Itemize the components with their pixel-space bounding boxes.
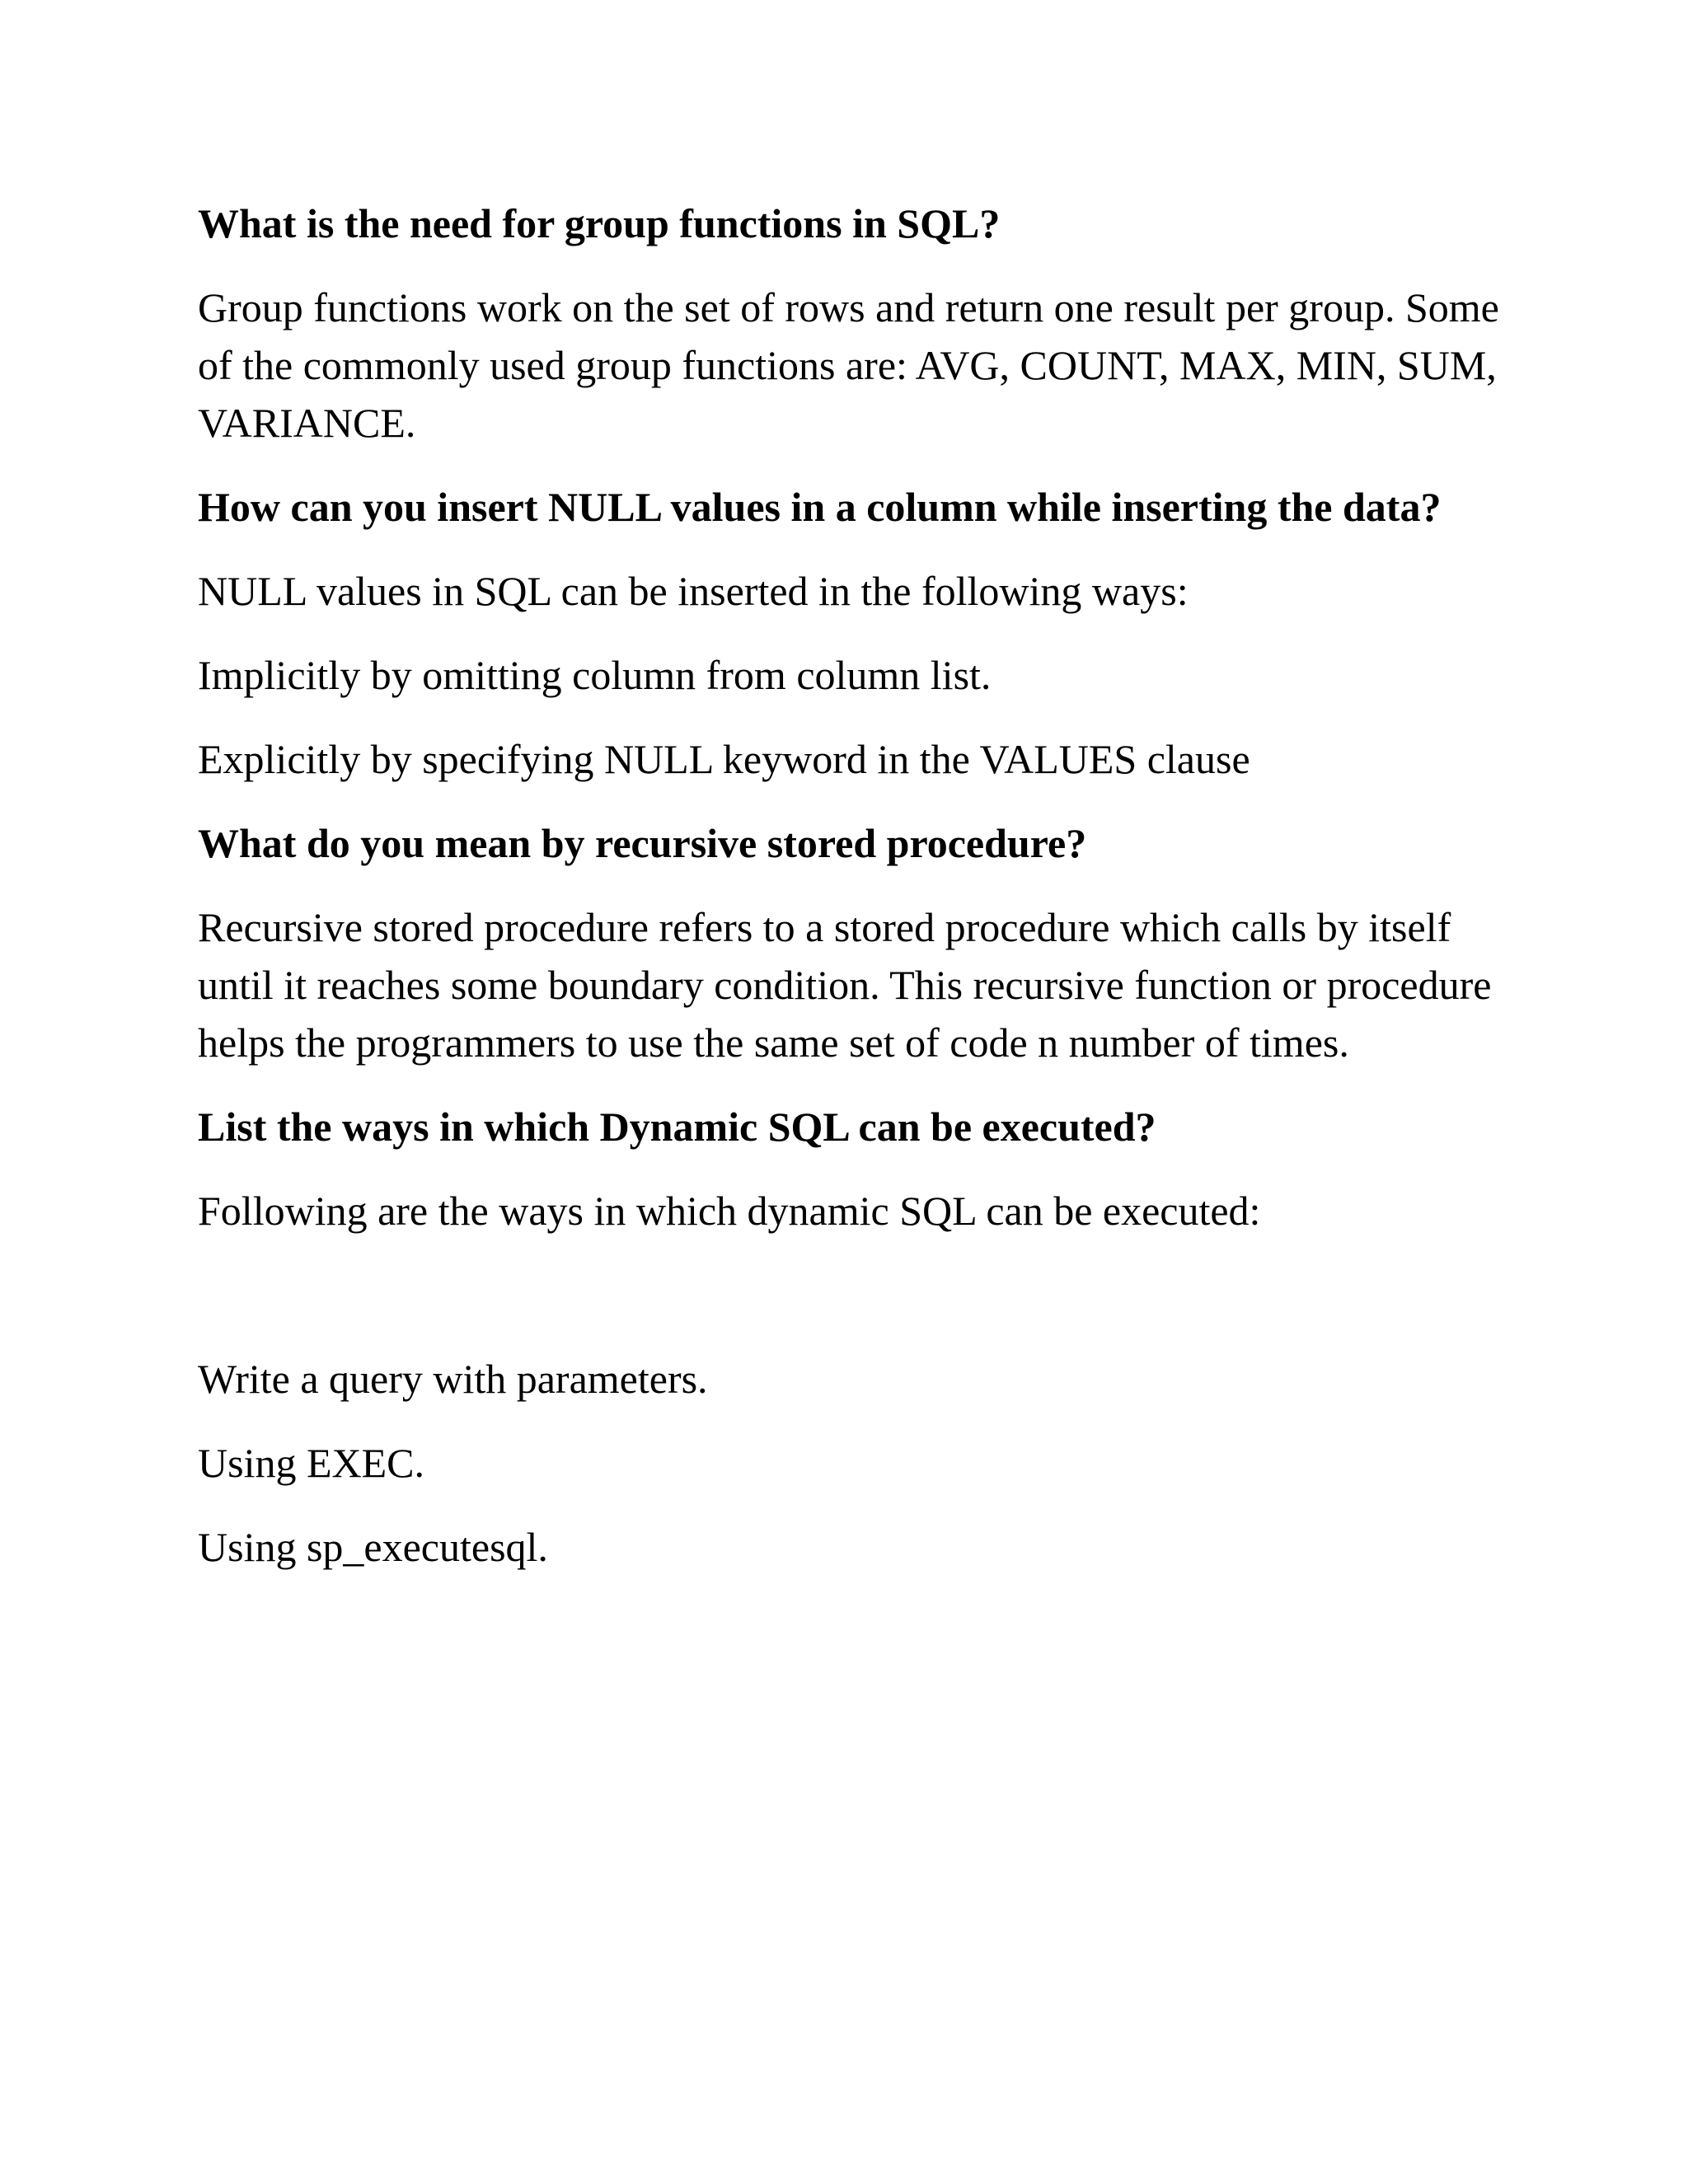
answer-paragraph: Following are the ways in which dynamic SQL can be executed: bbox=[198, 1188, 1261, 1234]
answer-paragraph: Using EXEC. bbox=[198, 1440, 424, 1486]
answer-paragraph: Write a query with parameters. bbox=[198, 1356, 708, 1402]
question-heading: What do you mean by recursive stored procedure? bbox=[198, 820, 1087, 866]
question-heading: How can you insert NULL values in a column while inserting the data? bbox=[198, 484, 1442, 530]
answer-paragraph: Explicitly by specifying NULL keyword in the VALUES clause bbox=[198, 736, 1250, 782]
answer-paragraph: Using sp_executesql. bbox=[198, 1524, 548, 1570]
answer-paragraph: Group functions work on the set of rows and return one result per group. Some of the commonly used group functions are: AVG, COUNT, MAX, MIN, SUM, VARIANCE. bbox=[198, 284, 1499, 446]
answer-paragraph: Implicitly by omitting column from column list. bbox=[198, 652, 992, 698]
question-heading: What is the need for group functions in SQL? bbox=[198, 200, 1001, 246]
question-heading: List the ways in which Dynamic SQL can be executed? bbox=[198, 1104, 1156, 1150]
answer-paragraph: NULL values in SQL can be inserted in the following ways: bbox=[198, 568, 1189, 614]
answer-paragraph: Recursive stored procedure refers to a stored procedure which calls by itself until it reaches some boundary condition. This recursive function or procedure helps the programmers to use the same set of code n number of times. bbox=[198, 904, 1492, 1066]
blank-line bbox=[198, 1266, 1500, 1350]
document-content bbox=[198, 194, 1500, 1602]
